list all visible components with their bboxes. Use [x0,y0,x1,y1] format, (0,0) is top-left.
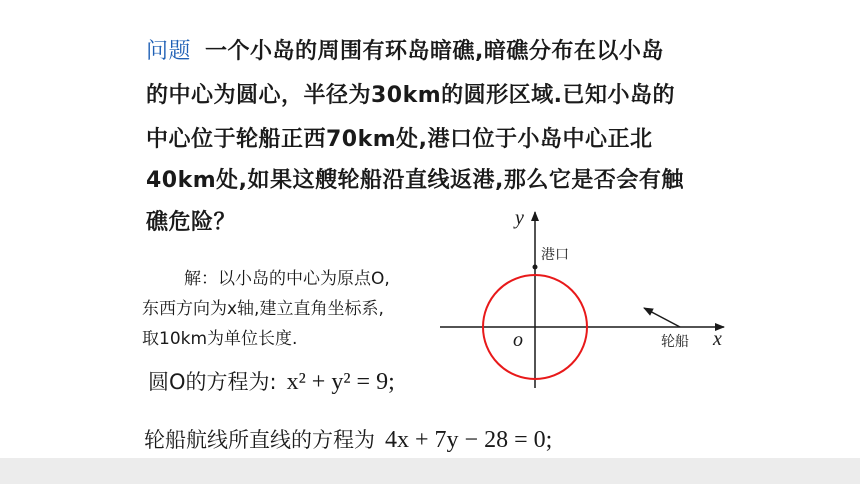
solution-line-3: 取10km为单位长度. [142,329,298,349]
problem-text-1: 一个小岛的周围有环岛暗礁,暗礁分布在以小岛 [205,39,664,64]
problem-label: 问题 [146,39,192,64]
port-point [533,265,538,270]
line-equation: 4x + 7y − 28 = 0; [385,427,553,453]
solution-line-1: 解：以小岛的中心为原点O, [184,269,390,289]
problem-line-3: 中心位于轮船正西70km处,港口位于小岛中心正北 [146,127,653,152]
ship-label: 轮船 [661,334,689,350]
circle-equation-label: 圆O的方程为: [148,370,277,394]
x-axis-label: x [713,328,722,350]
port-label: 港口 [541,247,569,263]
origin-label: o [513,329,523,351]
problem-line-4: 40km处,如果这艘轮船沿直线返港,那么它是否会有触 [146,168,684,193]
line-equation-label: 轮船航线所直线的方程为 [144,428,375,452]
circle-equation: x² + y² = 9; [286,369,395,395]
y-axis-label: y [515,207,524,229]
solution-line-2: 东西方向为x轴,建立直角坐标系, [142,299,384,319]
problem-line-2: 的中心为圆心，半径为30km的圆形区域.已知小岛的 [146,83,676,108]
ship-direction-arrow [644,308,680,327]
problem-line-5: 礁危险？ [146,210,237,235]
